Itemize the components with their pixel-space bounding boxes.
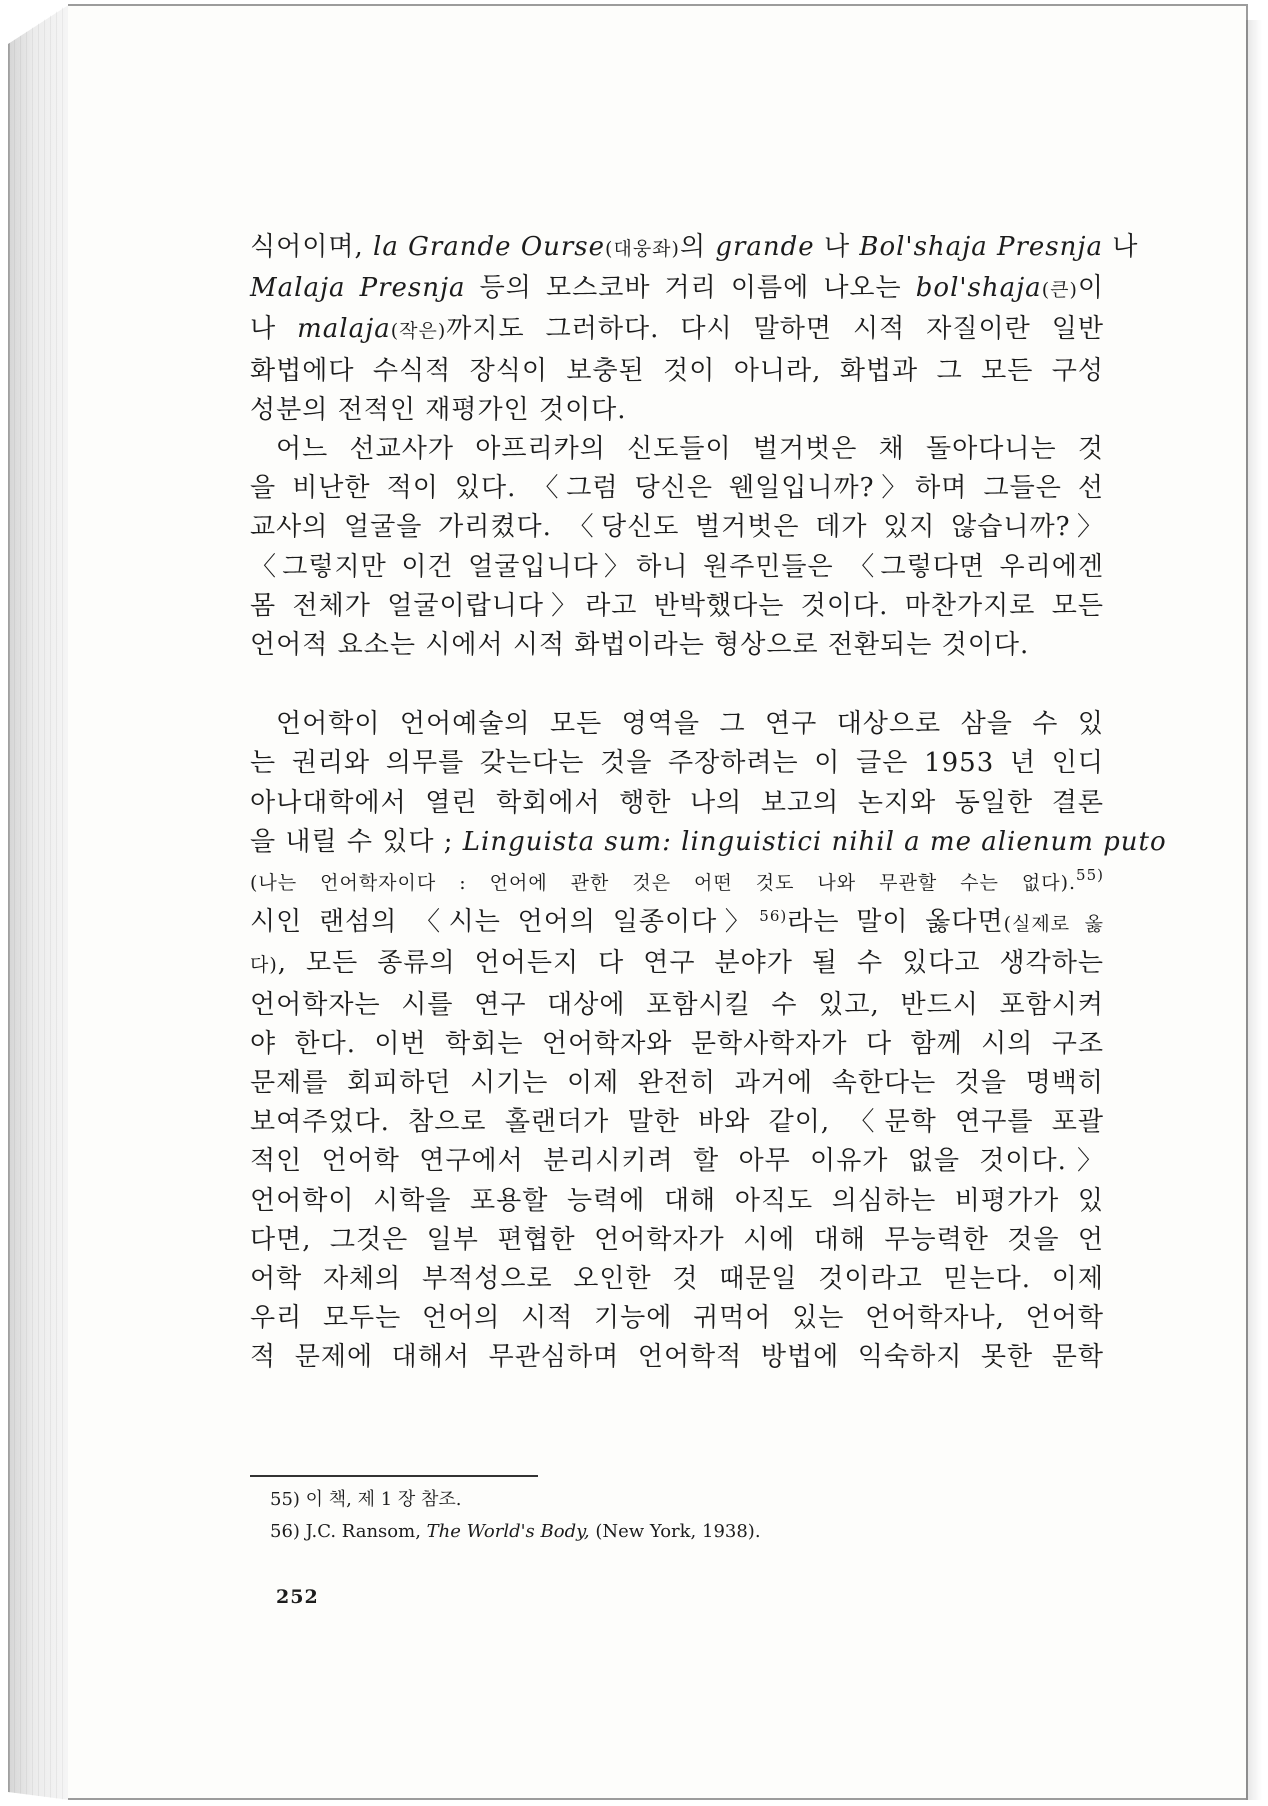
footnote-56: [270, 1516, 1070, 1548]
text-run: 까지도 그러하다. 다시 말하면 시적 자질이란 일반: [446, 314, 1104, 345]
paragraph-1-line-2: [250, 269, 1104, 310]
latin-term: bol'shaja: [915, 273, 1042, 304]
parenthetical-note: (실제로 옳: [1003, 913, 1105, 936]
footnote-ref-55: 55): [1076, 866, 1104, 885]
paragraph-2-line: 〈그렇지만 이건 얼굴입니다〉하니 원주민들은 〈그렇다면 우리에겐: [250, 551, 1104, 582]
latin-term: grande: [715, 232, 815, 262]
paragraph-3-line: [250, 823, 1167, 862]
text-run: 나: [250, 314, 298, 345]
latin-term: Bol'shaja Presnja: [859, 232, 1103, 262]
ransom-quote: 시인 랜섬의 〈시는 언어의 일종이다〉: [250, 907, 760, 938]
text-run: 의: [679, 232, 716, 262]
latin-term: Malaja Presnja: [250, 273, 466, 304]
footnote-55: 55) 이 책, 제 1 장 참조.: [270, 1489, 462, 1510]
paragraph-3-line: 적인 언어학 연구에서 분리시키려 할 아무 이유가 없을 것이다.〉: [250, 1146, 1104, 1177]
latin-translation: (나는 언어학자이다 : 언어에 관한 것은 어떤 것도 나와 무관할 수는 없다).: [250, 872, 1077, 895]
paragraph-3-line: 다면, 그것은 일부 편협한 언어학자가 시에 대해 무능력한 것을 언: [250, 1224, 1104, 1255]
paragraph-3-line: 적 문제에 대해서 무관심하며 언어학적 방법에 익숙하지 못한 문학: [250, 1342, 1104, 1373]
paragraph-3-text: , 모든 종류의 언어든지 다 연구 분야가 될 수 있다고 생각하는: [277, 948, 1104, 979]
paragraph-3-line: [250, 862, 1104, 903]
text-run: 나: [1102, 232, 1139, 262]
footnote-rule: [250, 1475, 538, 1477]
paragraph-2: [250, 430, 1104, 665]
paragraph-1-line-5: 성분의 전적인 재평가인 것이다.: [250, 394, 627, 425]
ransom-text: 라는 말이 옳다면: [787, 907, 1004, 938]
paragraph-2-line: 몸 전체가 얼굴이랍니다〉라고 반박했다는 것이다. 마찬가지로 모든: [250, 590, 1104, 621]
paragraph-3-line: [250, 944, 1104, 985]
paragraph-1-line-1: [250, 228, 1139, 269]
paragraph-3: [250, 705, 1167, 1377]
paragraph-2-line: 어느 선교사가 아프리카의 신도들이 벌거벗은 채 돌아다니는 것: [276, 434, 1104, 465]
paragraph-3-line: 아나대학에서 열린 학회에서 행한 나의 보고의 논지와 동일한 결론: [250, 787, 1104, 818]
paragraph-2-line: 교사의 얼굴을 가리켰다. 〈당신도 벌거벗은 데가 있지 않습니까?〉: [250, 512, 1104, 543]
paragraph-1-line-3: [250, 310, 1104, 351]
paragraph-2-line: 언어적 요소는 시에서 시적 화법이라는 형상으로 전환되는 것이다.: [250, 630, 1030, 661]
paragraph-1: [250, 228, 1139, 430]
page-shadow: [1246, 20, 1262, 1800]
footnote-56-title: The World's Body,: [426, 1521, 590, 1542]
paragraph-2-line: 을 비난한 적이 있다. 〈그럼 당신은 웬일입니까?〉하며 그들은 선: [250, 473, 1104, 504]
paragraph-3-line: 우리 모두는 언어의 시적 기능에 귀먹어 있는 언어학자나, 언어학: [250, 1303, 1104, 1334]
text-run: 식어이며,: [250, 232, 373, 262]
parenthetical-note-end: 다): [250, 954, 278, 977]
footnote-56-publisher: (New York, 1938).: [589, 1521, 761, 1542]
paragraph-3-line: [250, 903, 1104, 944]
latin-term: malaja: [297, 314, 391, 345]
section-gap: [250, 665, 1104, 705]
footnote-ref-56: 56): [759, 907, 788, 926]
body-text: [250, 228, 1167, 1378]
text-run: 이: [1077, 273, 1104, 304]
latin-term: la Grande Ourse: [373, 232, 606, 262]
book-edge-pages: [8, 4, 68, 1800]
paragraph-1-line-4: 화법에다 수식적 장식이 보충된 것이 아니라, 화법과 그 모든 구성: [250, 355, 1104, 386]
page-number: 252: [276, 1586, 319, 1608]
latin-intro: 을 내릴 수 있다 ;: [250, 826, 463, 857]
paragraph-3-line: 는 권리와 의무를 갖는다는 것을 주장하려는 이 글은 1953 년 인디: [250, 748, 1104, 779]
footnote-56-author: 56) J.C. Ransom,: [270, 1521, 427, 1542]
paragraph-3-line: 보여주었다. 참으로 홀랜더가 말한 바와 같이, 〈문학 연구를 포괄: [250, 1107, 1104, 1138]
gloss-text: (큰): [1041, 279, 1078, 302]
text-run: 나: [814, 232, 860, 262]
latin-quote: Linguista sum: linguistici nihil a me alienum puto: [462, 826, 1167, 857]
paragraph-3-line: 언어학자는 시를 연구 대상에 포함시킬 수 있고, 반드시 포함시켜: [250, 989, 1104, 1020]
text-run: 등의 모스코바 거리 이름에 나오는: [465, 273, 916, 304]
paragraph-3-line: 언어학이 언어예술의 모든 영역을 그 연구 대상으로 삼을 수 있: [276, 709, 1104, 740]
footnotes: [270, 1484, 1070, 1548]
gloss-text: (대웅좌): [605, 238, 680, 260]
gloss-text: (작은): [390, 320, 447, 343]
paragraph-3-line: 야 한다. 이번 학회는 언어학자와 문학사학자가 다 함께 시의 구조: [250, 1028, 1104, 1059]
paragraph-3-line: 어학 자체의 부적성으로 오인한 것 때문일 것이라고 믿는다. 이제: [250, 1264, 1104, 1295]
paragraph-3-line: 언어학이 시학을 포용할 능력에 대해 아직도 의심하는 비평가가 있: [250, 1185, 1104, 1216]
paragraph-3-line: 문제를 회피하던 시기는 이제 완전히 과거에 속한다는 것을 명백히: [250, 1068, 1104, 1099]
